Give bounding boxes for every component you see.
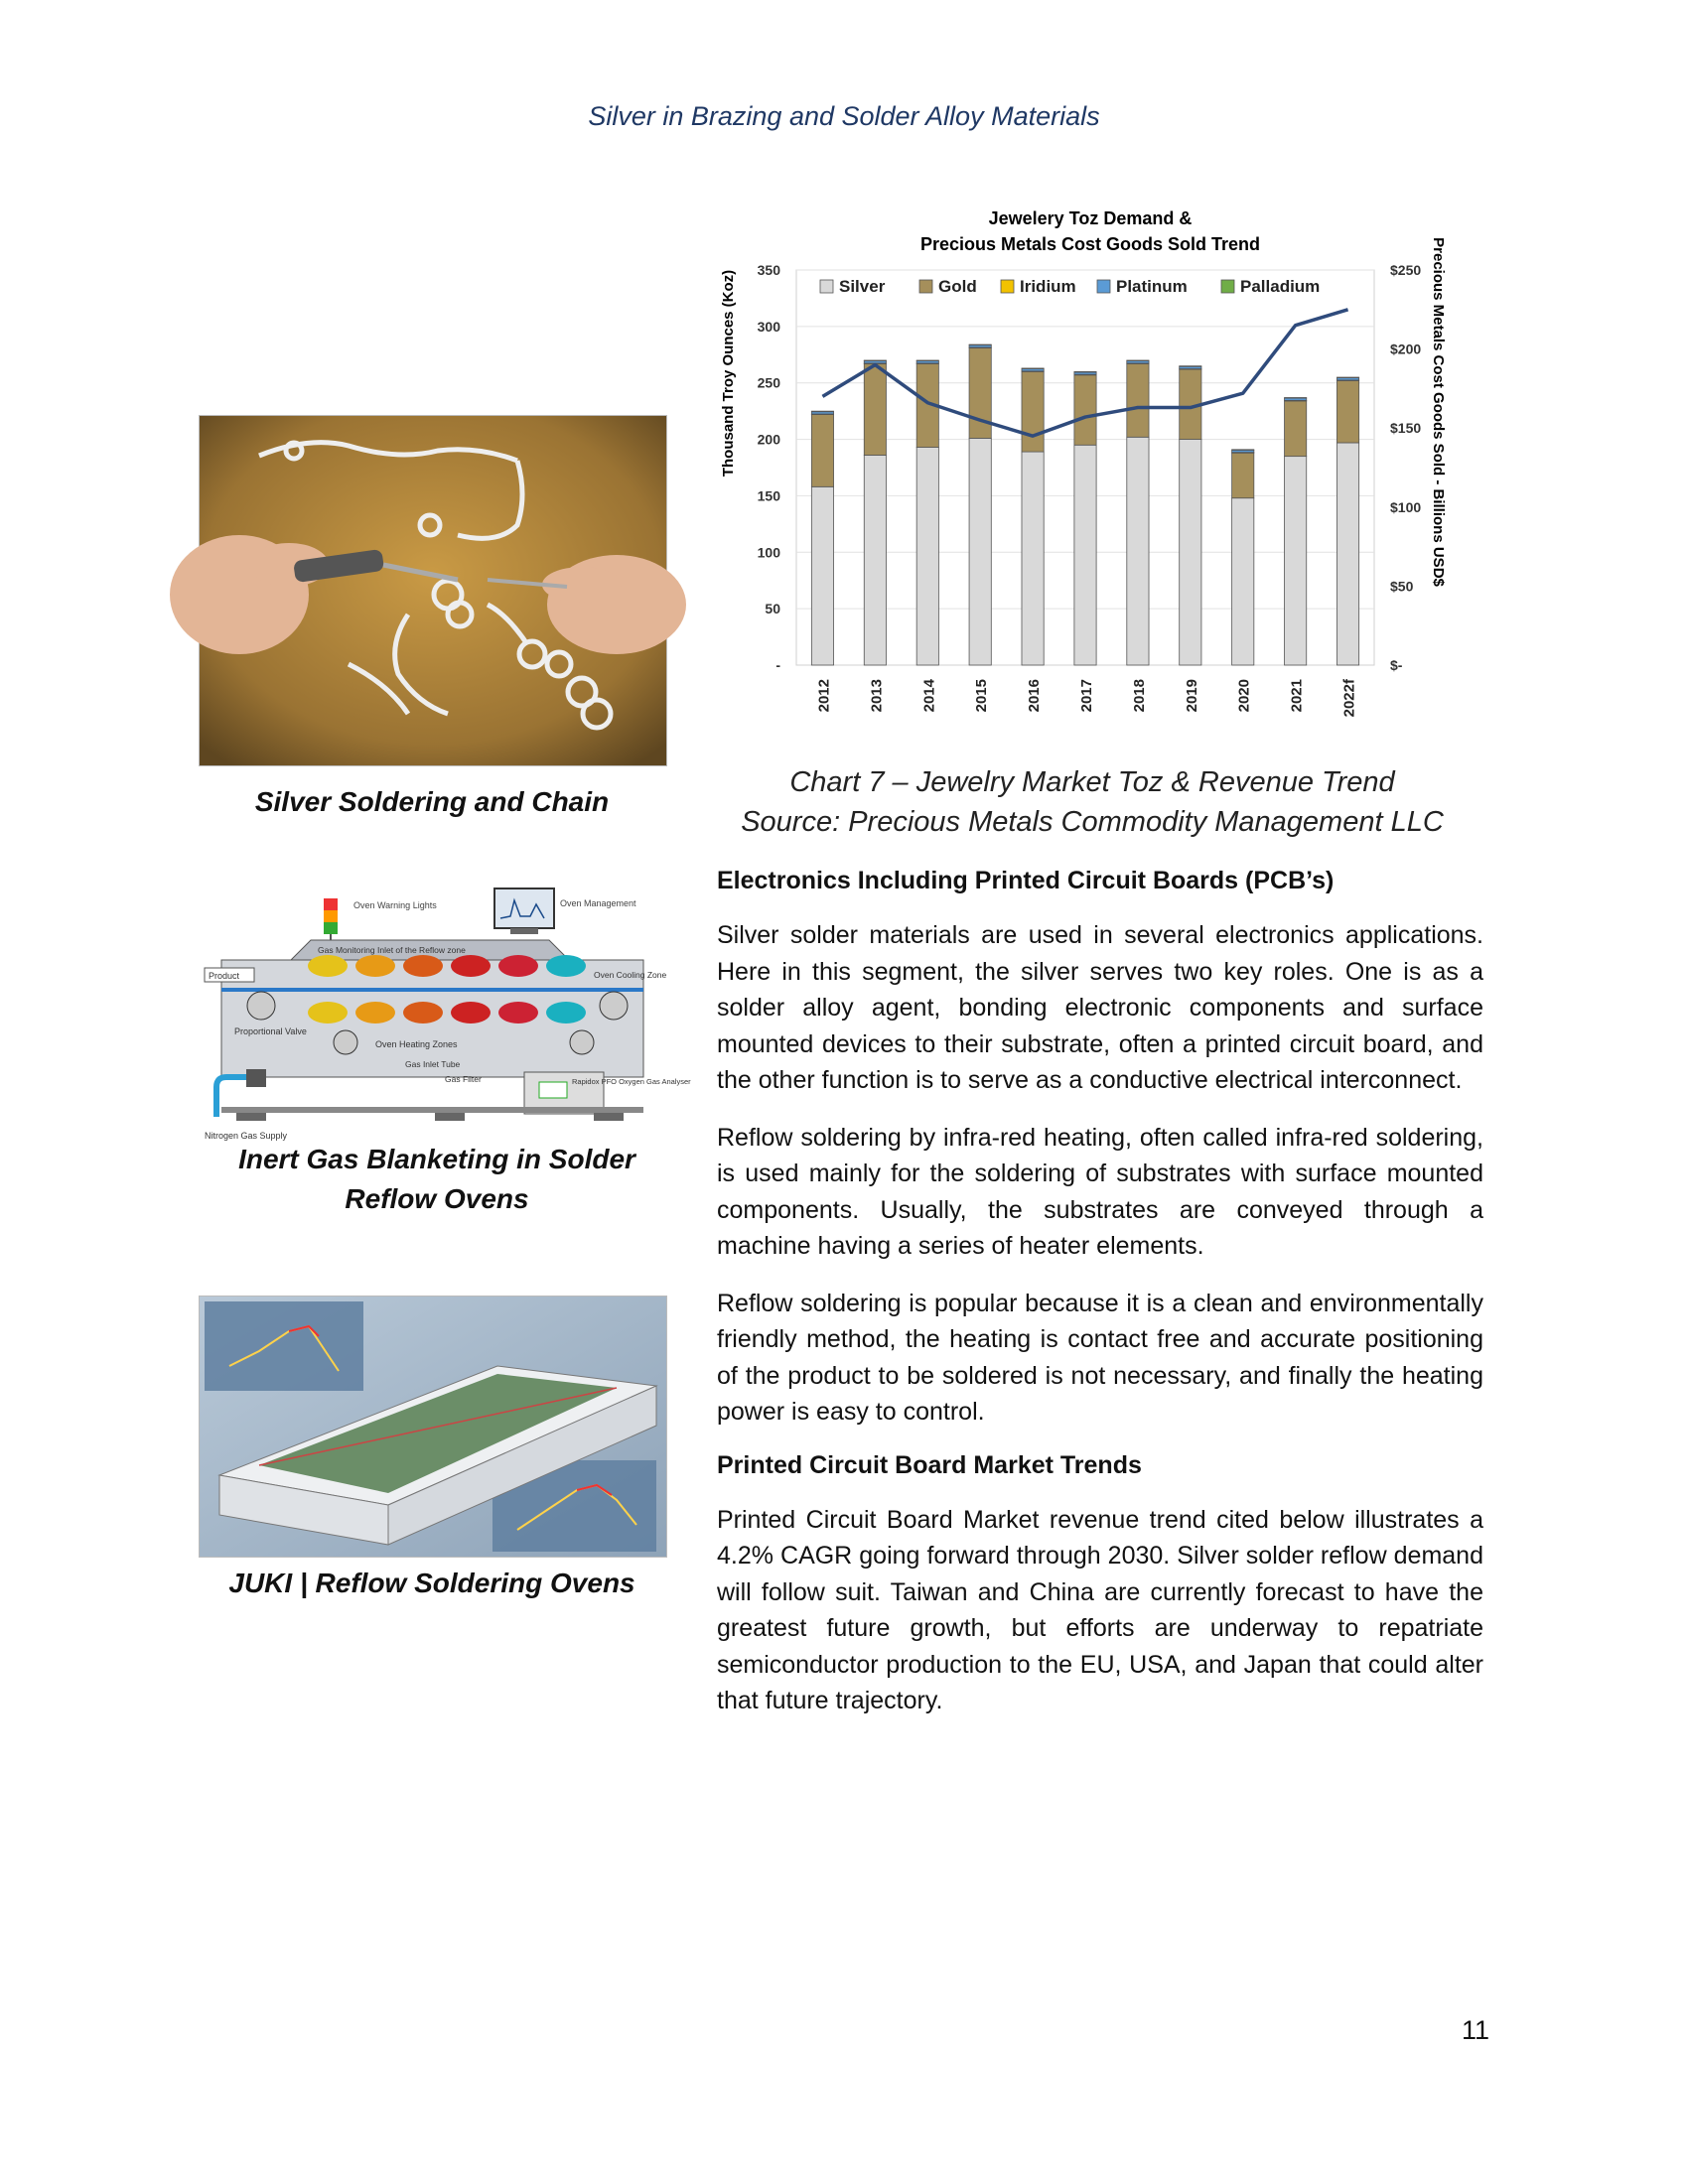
bar-silver-2021	[1285, 457, 1307, 665]
chart-title-line1: Jewelery Toz Demand &	[988, 208, 1193, 228]
legend-label-silver: Silver	[839, 277, 886, 296]
bar-gold-2013	[864, 363, 886, 455]
paragraph-pcb-market: Printed Circuit Board Market revenue trend cited below illustrates a 4.2% CAGR going forward through 2030. Silver solder reflow demand will follow suit. Taiwan and China are currently forecast to have the greatest future growth, but efforts are underway to repatriate semiconductor production to the EU, USA, and Japan that could alter that future trajectory.	[717, 1505, 1483, 1714]
legend-label-iridium: Iridium	[1020, 277, 1076, 296]
y-tick-label: 200	[757, 431, 780, 448]
chart-y2-axis-label: Precious Metals Cost Goods Sold - Billions USD$	[1430, 237, 1447, 587]
bar-silver-2016	[1022, 452, 1044, 665]
bar-palladium-2016	[1022, 368, 1044, 369]
bar-palladium-2013	[864, 360, 886, 361]
bar-gold-2017	[1074, 375, 1096, 446]
y2-tick-label: $150	[1390, 420, 1422, 437]
x-tick-label-2022f: 2022f	[1340, 679, 1358, 718]
legend-swatch-palladium	[1221, 280, 1234, 293]
bar-silver-2014	[916, 448, 938, 665]
x-tick-label-2012: 2012	[815, 679, 833, 713]
diagram-label-cooling-zone: Oven Cooling Zone	[594, 970, 667, 980]
body-text-column	[717, 867, 1483, 1719]
y-tick-label: 250	[757, 374, 780, 391]
legend-label-gold: Gold	[938, 277, 977, 296]
bar-gold-2020	[1232, 453, 1254, 497]
bar-gold-2015	[969, 347, 991, 438]
y2-tick-label: $50	[1390, 578, 1414, 595]
x-tick-label-2017: 2017	[1078, 679, 1095, 713]
diagram-label-gas-monitoring: Gas Monitoring Inlet of the Reflow zone	[318, 945, 466, 955]
bar-palladium-2018	[1127, 360, 1149, 361]
bar-palladium-2015	[969, 344, 991, 345]
bar-silver-2022f	[1336, 443, 1358, 665]
x-tick-label-2013: 2013	[868, 679, 886, 713]
x-tick-label-2015: 2015	[973, 679, 991, 713]
legend-swatch-silver	[820, 280, 833, 293]
paragraph-electronics-2: Reflow soldering by infra-red heating, often called infra-red soldering, is used mainly for the soldering of substrates with surface mounted components. Usually, the substrates are conveyed through a machine having a series of heater elements.	[717, 1123, 1483, 1260]
diagram-label-analyser: Rapidox PFO Oxygen Gas Analyser	[572, 1077, 691, 1086]
bar-gold-2018	[1127, 363, 1149, 437]
photo1-caption: Silver Soldering and Chain	[254, 786, 610, 817]
diagram-label-nitrogen: Nitrogen Gas Supply	[205, 1131, 288, 1141]
y-tick-label: 100	[757, 544, 780, 561]
x-tick-label-2018: 2018	[1130, 679, 1148, 713]
chart-y-axis-label: Thousand Troy Ounces (Koz)	[720, 269, 737, 478]
x-tick-label-2019: 2019	[1183, 679, 1200, 713]
y-tick-label: 300	[757, 318, 780, 335]
bar-silver-2013	[864, 455, 886, 665]
diagram-label-gas-filter: Gas Filter	[445, 1074, 482, 1084]
bar-palladium-2022f	[1336, 377, 1358, 378]
diagram-label-prop-valve: Proportional Valve	[234, 1026, 307, 1036]
page-header-title: Silver in Brazing and Solder Alloy Materials	[588, 101, 1100, 131]
y2-tick-label: $250	[1390, 262, 1422, 278]
legend-label-platinum: Platinum	[1116, 277, 1188, 296]
diagram-label-oven-management: Oven Management	[560, 898, 636, 908]
diagram-label-heating-zones: Oven Heating Zones	[375, 1039, 458, 1049]
page-number: 11	[1461, 2015, 1489, 2045]
x-tick-label-2014: 2014	[920, 679, 938, 713]
y-tick-label: 150	[757, 487, 780, 504]
bar-palladium-2019	[1180, 366, 1201, 367]
bar-silver-2012	[811, 486, 833, 665]
bar-palladium-2021	[1285, 397, 1307, 398]
legend-label-palladium: Palladium	[1240, 277, 1321, 296]
paragraph-electronics-3: Reflow soldering is popular because it is a clean and environmentally friendly method, the heating is contact free and accurate positioning of the product to be soldered is not necessary, and finally the heating power is easy to control.	[717, 1289, 1483, 1426]
bar-silver-2020	[1232, 498, 1254, 665]
bar-gold-2022f	[1336, 380, 1358, 443]
silver-soldering-photo	[199, 415, 667, 766]
jewelry-demand-chart	[715, 199, 1470, 735]
photo2-caption: JUKI | Reflow Soldering Ovens	[228, 1568, 635, 1598]
section-heading-pcb-market: Printed Circuit Board Market Trends	[717, 1450, 1142, 1479]
diagram-label-warning-lights: Oven Warning Lights	[353, 900, 437, 910]
y-tick-label: 350	[757, 262, 780, 278]
diagram-caption: Inert Gas Blanketing in Solder Reflow Ovens	[238, 1144, 635, 1214]
bar-silver-2017	[1074, 445, 1096, 665]
monitor-icon	[494, 888, 554, 934]
legend-swatch-platinum	[1097, 280, 1110, 293]
bar-silver-2015	[969, 438, 991, 665]
warning-lights-icon	[324, 898, 338, 944]
y2-tick-label: $-	[1390, 657, 1403, 673]
chart-caption-line2: Source: Precious Metals Commodity Management LLC	[741, 806, 1444, 838]
y2-tick-label: $100	[1390, 498, 1422, 515]
x-tick-label-2020: 2020	[1235, 679, 1253, 713]
bar-palladium-2017	[1074, 371, 1096, 372]
bar-palladium-2014	[916, 360, 938, 361]
diagram-label-gas-inlet: Gas Inlet Tube	[405, 1059, 461, 1069]
bar-gold-2021	[1285, 401, 1307, 457]
x-tick-label-2021: 2021	[1288, 679, 1306, 713]
chart-title-line2: Precious Metals Cost Goods Sold Trend	[919, 234, 1261, 254]
bar-silver-2018	[1127, 437, 1149, 665]
legend-swatch-gold	[919, 280, 932, 293]
x-tick-label-2016: 2016	[1026, 679, 1044, 713]
diagram-label-product: Product	[209, 971, 240, 981]
legend-swatch-iridium	[1001, 280, 1014, 293]
bar-gold-2012	[811, 415, 833, 487]
chart-caption-line1: Chart 7 – Jewelry Market Toz & Revenue Trend	[789, 766, 1395, 798]
y2-tick-label: $200	[1390, 341, 1422, 357]
bar-palladium-2012	[811, 411, 833, 412]
bar-palladium-2020	[1232, 450, 1254, 451]
y-tick-label: 50	[765, 601, 780, 617]
reflow-oven-diagram	[197, 879, 691, 1147]
juki-reflow-oven-photo	[199, 1296, 667, 1558]
bar-gold-2016	[1022, 371, 1044, 452]
section-heading-electronics: Electronics Including Printed Circuit Boards (PCB’s)	[717, 867, 1335, 894]
bar-silver-2019	[1180, 440, 1201, 665]
y-tick-label: -	[775, 657, 780, 673]
paragraph-electronics-1: Silver solder materials are used in several electronics applications. Here in this segment, the silver serves two key roles. One is as a solder alloy agent, bonding electronic components and surface mounted devices to their substrate, often a printed circuit board, and the other function is to serve as a conductive electrical interconnect.	[717, 921, 1483, 1094]
